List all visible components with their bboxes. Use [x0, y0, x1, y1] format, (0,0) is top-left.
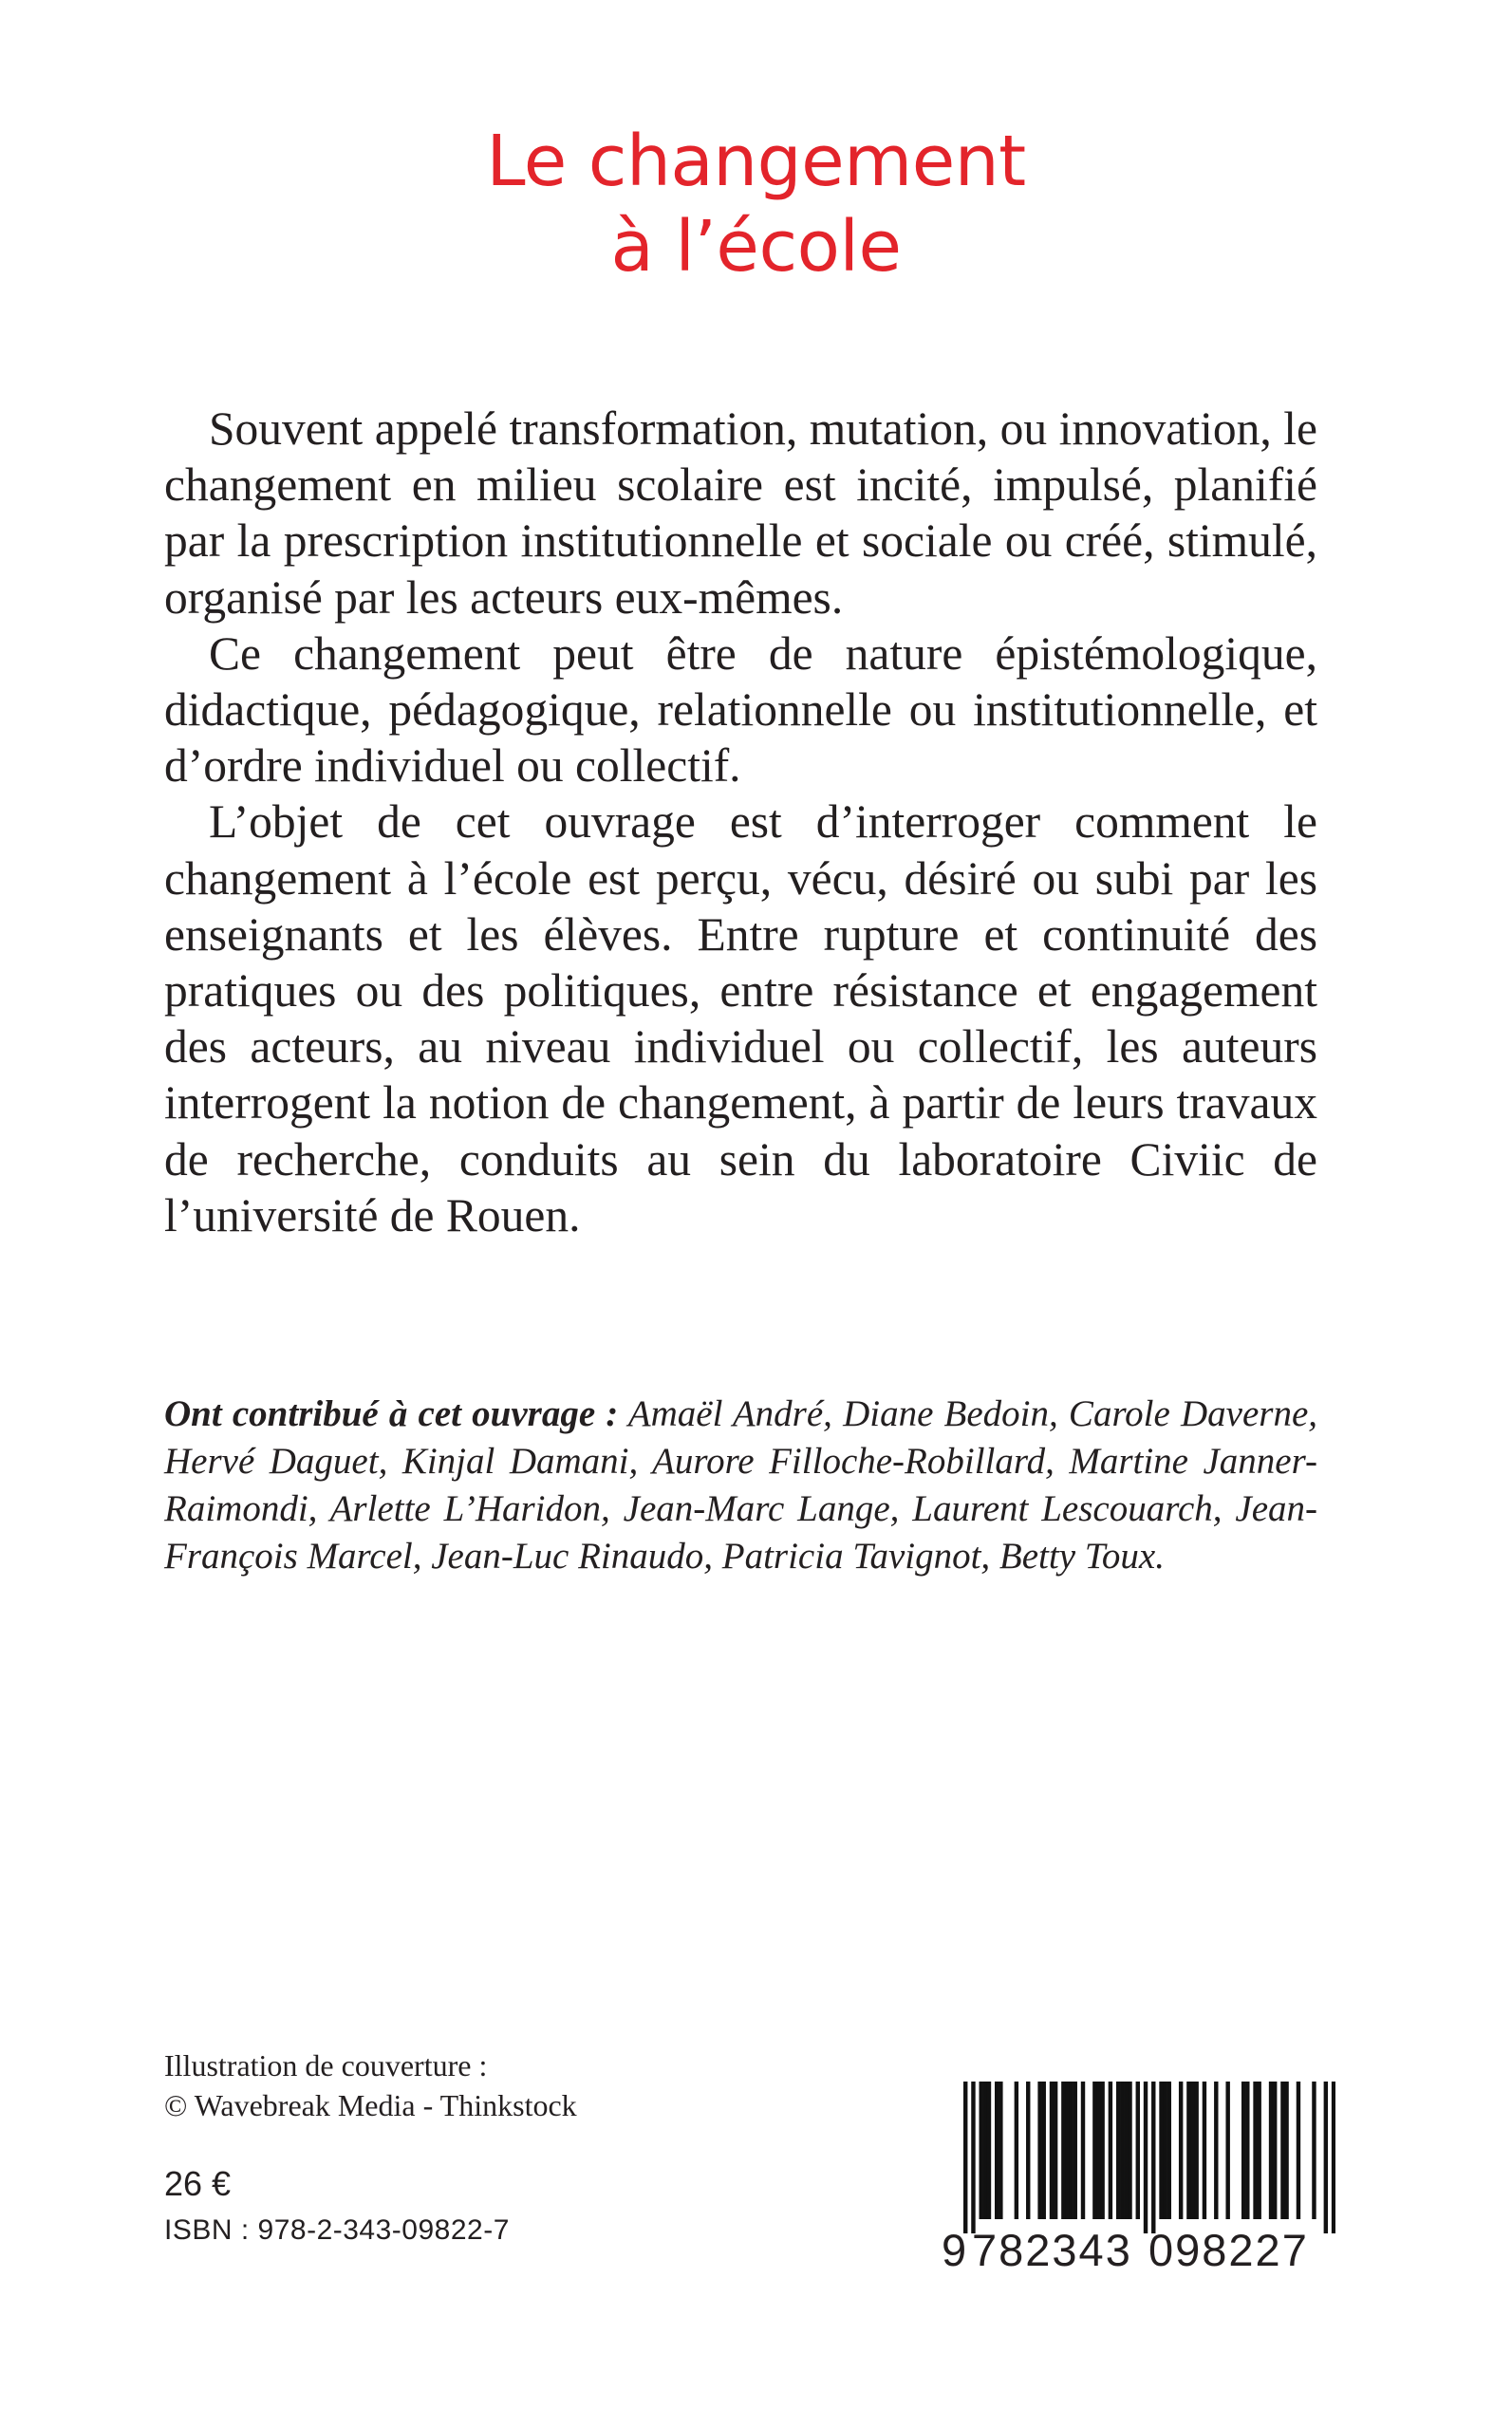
- barcode-number: [942, 2224, 1340, 2277]
- barcode-bar: [1092, 2082, 1096, 2219]
- barcode-bar: [1073, 2082, 1077, 2219]
- summary-paragraph-1: Souvent appelé transformation, mutation, ou innovation, le changement en milieu scolaire est incité, impulsé, planifié par la prescription institutionnelle et sociale ou créé, stimulé, organisé par les acteurs eux-mêmes.: [164, 402, 1317, 624]
- barcode-bar: [1054, 2082, 1057, 2219]
- barcode-bar: [1241, 2082, 1245, 2219]
- summary-text: [164, 401, 1317, 1243]
- barcode-bar: [983, 2082, 987, 2219]
- contributors-heading: Ont contribué à cet ouvrage :: [164, 1393, 619, 1434]
- barcode-bar: [1096, 2082, 1100, 2219]
- barcode-bar: [1332, 2082, 1335, 2233]
- barcode: [963, 2082, 1335, 2233]
- barcode-left-group: 782343: [972, 2225, 1132, 2275]
- barcode-bar: [1186, 2082, 1190, 2219]
- barcode-bar: [1297, 2082, 1300, 2219]
- barcode-bar: [1069, 2082, 1073, 2219]
- barcode-bar: [1159, 2082, 1163, 2219]
- barcode-bar: [1100, 2082, 1104, 2219]
- illustration-credit: [164, 2045, 577, 2125]
- barcode-bar: [1081, 2082, 1085, 2219]
- barcode-bar: [1109, 2082, 1112, 2219]
- barcode-bar: [1116, 2082, 1120, 2219]
- barcode-bar: [971, 2082, 975, 2233]
- barcode-bar: [1124, 2082, 1128, 2219]
- barcode-bar: [1015, 2082, 1018, 2219]
- barcode-bar: [963, 2082, 967, 2233]
- barcode-bar: [1194, 2082, 1198, 2219]
- barcode-bar: [1144, 2082, 1148, 2233]
- isbn: ISBN : 978-2-343-09822-7: [164, 2214, 510, 2246]
- summary-paragraph-2: Ce changement peut être de nature épistémologique, didactique, pédagogique, relationnelle ou institutionnelle, et d’ordre individuel ou collectif.: [164, 626, 1317, 793]
- barcode-bar: [999, 2082, 1002, 2219]
- barcode-bar: [1253, 2082, 1257, 2219]
- barcode-bar: [1042, 2082, 1046, 2219]
- contributors-names: Amaël André, Diane Bedoin, Carole Daverne, Hervé Daguet, Kinjal Damani, Aurore Filloche-Robillard, Martine Janner-Raimondi, Arlette L’Haridon, Jean-Marc Lange, Laurent Lescouarch, Jean-François Marcel, Jean-Luc Rinaudo, Patricia Tavignot, Betty Toux.: [164, 1393, 1318, 1577]
- barcode-bars-icon: [963, 2082, 1335, 2233]
- barcode-bar: [1026, 2082, 1030, 2219]
- barcode-bar: [1061, 2082, 1065, 2219]
- barcode-bar: [1120, 2082, 1124, 2219]
- barcode-bar: [1214, 2082, 1218, 2219]
- barcode-bar: [1257, 2082, 1260, 2219]
- barcode-bar: [1179, 2082, 1183, 2219]
- barcode-bar: [1136, 2082, 1140, 2219]
- title-line-2: à l’école: [610, 206, 902, 288]
- contributors-list: [164, 1391, 1317, 1580]
- barcode-first-digit: 9: [942, 2225, 967, 2275]
- barcode-right-group: 098227: [1148, 2225, 1309, 2275]
- barcode-bar: [1167, 2082, 1171, 2219]
- barcode-bar: [1269, 2082, 1273, 2219]
- price: 26 €: [164, 2164, 232, 2203]
- barcode-bar: [1128, 2082, 1131, 2219]
- barcode-bar: [1280, 2082, 1284, 2219]
- barcode-bar: [1190, 2082, 1194, 2219]
- barcode-bar: [1037, 2082, 1041, 2219]
- barcode-bar: [1203, 2082, 1206, 2219]
- barcode-bar: [1065, 2082, 1069, 2219]
- barcode-bar: [1050, 2082, 1054, 2219]
- barcode-bar: [1245, 2082, 1249, 2219]
- summary-paragraph-3: L’objet de cet ouvrage est d’interroger comment le changement à l’école est perçu, vécu, désiré ou subi par les enseignants et les élèves. Entre rupture et continuité des pratiques ou des politiques, entre résistance et engagement des acteurs, au niveau individuel ou collectif, les auteurs interrogent la notion de changement, à partir de leurs travaux de recherche, conduits au sein du laboratoire Civiic de l’université de Rouen.: [164, 795, 1317, 1242]
- credit-label: Illustration de couverture :: [164, 2048, 488, 2082]
- title-line-1: Le changement: [486, 121, 1026, 202]
- book-title: [0, 119, 1512, 289]
- barcode-bar: [1225, 2082, 1229, 2219]
- barcode-bar: [995, 2082, 999, 2219]
- barcode-bar: [980, 2082, 983, 2219]
- barcode-bar: [1273, 2082, 1277, 2219]
- barcode-bar: [987, 2082, 991, 2219]
- barcode-bar: [1312, 2082, 1316, 2219]
- barcode-bar: [1324, 2082, 1328, 2233]
- barcode-bar: [1163, 2082, 1167, 2219]
- barcode-bar: [1151, 2082, 1155, 2233]
- credit-source: © Wavebreak Media - Thinkstock: [164, 2088, 577, 2122]
- barcode-bar: [1284, 2082, 1288, 2219]
